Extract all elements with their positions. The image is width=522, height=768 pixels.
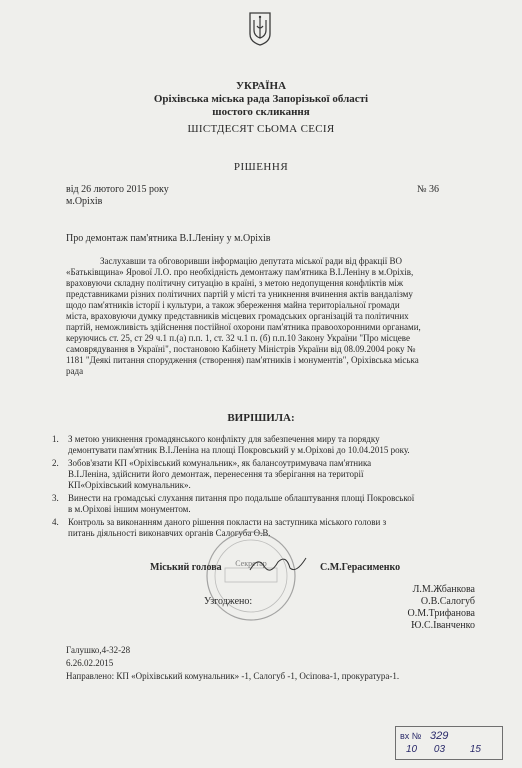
decision-number: 3. — [52, 493, 59, 503]
approver-name: О.М.Трифанова — [407, 608, 475, 619]
resolved-label: ВИРІШИЛА: — [227, 412, 295, 424]
signature-scribble-icon — [248, 552, 308, 576]
incoming-stamp — [395, 726, 503, 760]
seal-stamp-icon — [203, 528, 299, 624]
decision-number: 2. — [52, 458, 59, 468]
signature-name: С.М.Герасименко — [320, 562, 401, 573]
decision-line: в м.Оріхові іншим монументом. — [68, 504, 191, 514]
decision-line: КП«Оріхівський комунальник». — [68, 480, 191, 490]
preamble-line: міста, враховуючи думку представників місцевих громадських організацій та політичних — [66, 311, 409, 321]
preamble-line: враховуючи складну політичну ситуацію в країні, з метою недопущення конфліктів між — [66, 278, 404, 288]
preamble-line: представниками різних політичних партій у місті та уникнення вчинення актів вандалізму — [66, 289, 413, 299]
document-type: РІШЕННЯ — [233, 161, 289, 173]
incoming-stamp-number: 329 — [429, 730, 449, 742]
decision-number: 1. — [52, 434, 59, 444]
document-place: м.Оріхів — [66, 196, 103, 207]
decision-line: демонтувати пам'ятник В.І.Леніна на площі Покровський у м.Оріхові до 10.04.2015 року. — [68, 445, 410, 455]
preamble-line: щодо пам'ятників історії і культури, а також збереження майна територіальної громади — [66, 300, 400, 310]
incoming-stamp-month: 03 — [433, 744, 446, 755]
header-convocation: шостого скликання — [212, 106, 310, 118]
decision-list — [52, 434, 472, 541]
decision-number: 4. — [52, 517, 59, 527]
preamble-line: самоврядування в Україні", постановою Кабінету Міністрів України від 08.09.2004 року № — [66, 344, 416, 354]
signature-title: Міський голова — [150, 562, 222, 573]
decision-item — [52, 493, 472, 515]
decision-item — [52, 458, 472, 491]
approvals-list — [380, 584, 475, 632]
preamble-line: Заслухавши та обговоривши інформацію депутата міської ради від фракції ВО — [100, 256, 403, 266]
decision-line: Контроль за виконанням даного рішення покласти на заступника міського голови з — [68, 517, 387, 527]
preamble-line: партій, неможливість здійснення постійної охорони пам'ятника правоохоронними органами, — [66, 322, 421, 332]
preamble-line: 1181 "Деякі питання спорудження (створення) пам'ятників і монументів", Оріхівська міська — [66, 355, 419, 365]
document-date: від 26 лютого 2015 року — [66, 184, 169, 195]
footer-date-copies: 6.26.02.2015 — [66, 658, 114, 668]
decision-item — [52, 434, 472, 456]
document-subject: Про демонтаж пам'ятника В.І.Леніну у м.Оріхів — [66, 233, 271, 244]
header-session: ШІСТДЕСЯТ СЬОМА СЕСІЯ — [187, 123, 335, 135]
footer-executor: Галушко,4-32-28 — [66, 645, 131, 655]
header-country: УКРАЇНА — [235, 80, 287, 92]
decision-line: З метою уникнення громадянського конфлікту для забезпечення миру та порядку — [68, 434, 380, 444]
decision-line: В.І.Леніна, здійснити його демонтаж, перенесення та зберігання на території — [68, 469, 364, 479]
footer-sent-to: Направлено: КП «Оріхівський комунальник» -1, Салогуб -1, Осіпова-1, прокуратура-1. — [66, 671, 400, 681]
seal-stamp-text: Секретар — [235, 559, 267, 568]
document-number: № 36 — [417, 184, 440, 195]
preamble-line: «Батьківщина» Ярової Л.О. про необхідність демонтажу пам'ятника В.І.Леніну в м.Оріхів, — [66, 267, 414, 277]
header-council: Оріхівська міська рада Запорізької області — [153, 93, 369, 105]
approver-name: Л.М.Жбанкова — [412, 584, 475, 595]
decision-line: Винести на громадські слухання питання про подальше облаштування площі Покровської — [68, 493, 415, 503]
incoming-stamp-day: 10 — [406, 744, 418, 755]
approvals-label: Узгоджено: — [204, 596, 253, 607]
decision-line: питань діяльності виконавчих органів Салогуба О.В. — [68, 528, 271, 538]
preamble-line: керуючись ст. 25, ст 29 ч.1 п.(а) п.п. 1, ст. 32 ч.1 п. (б) п.п.10 Закону України "Про місцеве — [66, 333, 410, 343]
preamble-line: рада — [66, 366, 84, 376]
approver-name: О.В.Салогуб — [420, 596, 475, 607]
preamble — [66, 256, 464, 377]
incoming-stamp-year: 15 — [469, 744, 481, 755]
incoming-stamp-prefix: вх № — [400, 731, 422, 741]
decision-line: Зобов'язати КП «Оріхівський комунальник», як балансоутримувача пам'ятника — [68, 458, 372, 468]
coat-of-arms-icon — [249, 12, 271, 46]
approver-name: Ю.С.Іванченко — [411, 620, 475, 631]
